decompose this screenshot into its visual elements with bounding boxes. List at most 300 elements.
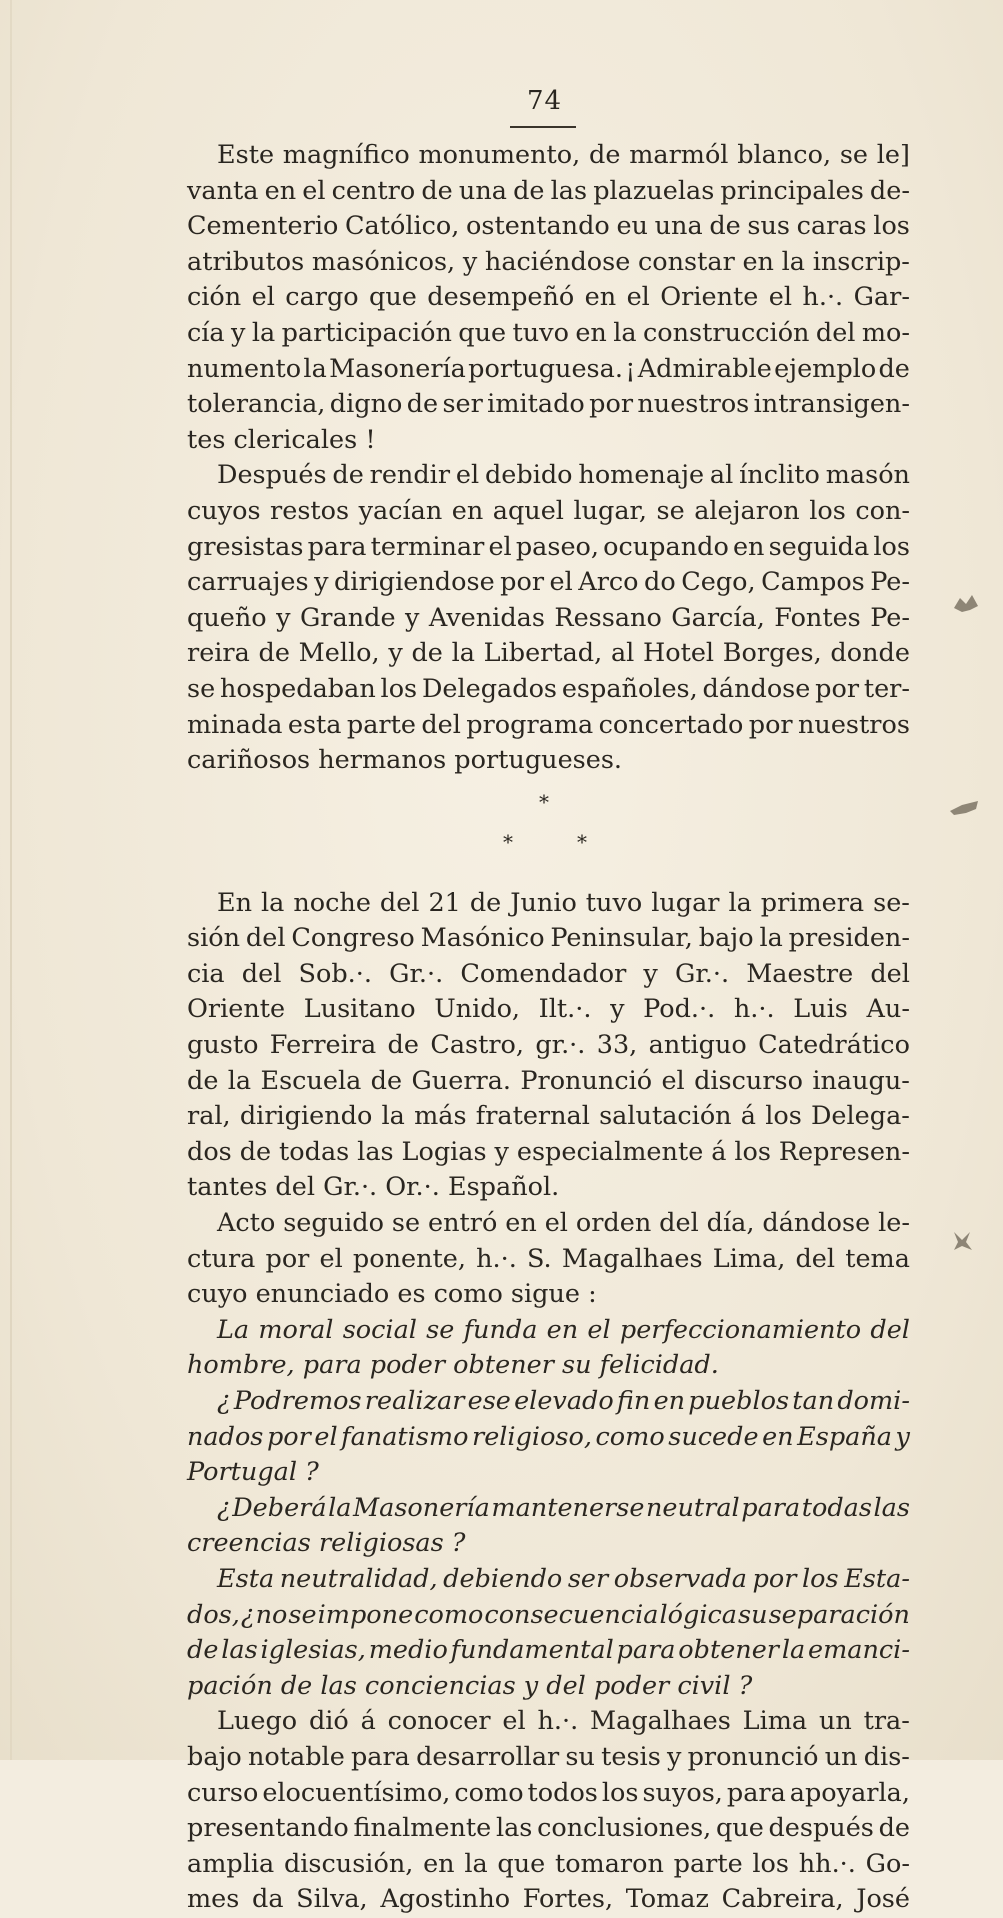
word: medio xyxy=(368,1635,448,1666)
word: cía xyxy=(187,317,225,348)
page-number: 74 xyxy=(527,86,563,116)
asterisk: * xyxy=(539,789,549,814)
word: se xyxy=(839,140,868,170)
word: funda xyxy=(463,1314,538,1345)
word: Podremos xyxy=(233,1386,362,1416)
text-line xyxy=(187,209,910,245)
word: lugar xyxy=(651,887,720,918)
text-line xyxy=(187,992,910,1028)
word: queño xyxy=(187,602,267,633)
text-line xyxy=(187,636,910,672)
word: vanta xyxy=(187,175,259,206)
word: Tomaz xyxy=(625,1884,709,1915)
word: S. xyxy=(527,1243,552,1274)
word: fanatismo xyxy=(341,1421,469,1452)
word: seguido xyxy=(283,1208,384,1239)
word: Libertad, xyxy=(483,638,603,669)
text-line xyxy=(187,1420,910,1456)
word: por xyxy=(748,709,793,740)
word: ción xyxy=(187,282,242,313)
text-line xyxy=(187,1633,910,1669)
word: Católico, xyxy=(345,211,460,242)
word: dos, xyxy=(187,1599,240,1630)
word: Mello, xyxy=(298,638,380,669)
word: las xyxy=(873,1492,910,1523)
word: tolerancia, xyxy=(187,389,326,420)
text-line xyxy=(187,1562,910,1598)
library-stamp-icon xyxy=(950,590,982,616)
word: antiguo xyxy=(648,1030,747,1061)
word: para xyxy=(307,531,367,562)
text-line xyxy=(187,1206,910,1242)
word: del xyxy=(870,958,910,989)
word: ese xyxy=(467,1386,511,1416)
word: que xyxy=(715,1813,764,1844)
word: minada xyxy=(187,709,283,740)
word: en xyxy=(742,246,774,277)
word: por xyxy=(589,389,634,420)
word: el xyxy=(314,1421,338,1452)
word: nuestros xyxy=(637,389,750,420)
word: como xyxy=(595,1421,665,1452)
text-line xyxy=(187,601,910,637)
word: una xyxy=(654,211,703,242)
word: fin xyxy=(616,1386,651,1416)
word: los xyxy=(734,1136,771,1167)
word: terminar xyxy=(370,531,485,562)
word: emanci- xyxy=(807,1635,910,1666)
word: masónicos, xyxy=(311,246,456,277)
word: del xyxy=(870,1314,910,1345)
word: de- xyxy=(869,175,910,206)
word: Avenidas xyxy=(428,602,545,633)
word: ral, xyxy=(187,1101,231,1132)
word: restos xyxy=(270,495,350,526)
text-line xyxy=(187,921,910,957)
word: que xyxy=(497,1848,546,1879)
text-line xyxy=(187,1776,910,1812)
word: pronunció xyxy=(687,1741,819,1772)
word: como xyxy=(414,1599,484,1630)
word: Esta xyxy=(217,1563,275,1594)
word: españoles, xyxy=(561,673,698,704)
word: como xyxy=(454,1777,524,1808)
asterisk: * xyxy=(577,829,587,854)
word: Junio xyxy=(510,887,577,918)
word: y xyxy=(666,1741,682,1772)
word: Oriente xyxy=(660,282,759,313)
text-line xyxy=(187,1847,910,1883)
word: apoyarla, xyxy=(789,1777,910,1808)
word: Pe- xyxy=(870,602,910,633)
word: neutralidad, xyxy=(279,1563,438,1594)
paragraph xyxy=(187,458,910,778)
text-line xyxy=(187,1740,910,1776)
word: homenaje xyxy=(578,460,705,491)
word: Cementerio xyxy=(187,211,339,242)
word: del xyxy=(659,1208,699,1239)
asterisk: * xyxy=(503,829,513,854)
word: día, xyxy=(706,1208,755,1239)
word: Cabreira, xyxy=(721,1884,844,1915)
word: religioso, xyxy=(472,1421,592,1452)
text-line: tes clericales ! xyxy=(187,424,376,455)
word: Después xyxy=(217,460,327,491)
word: el xyxy=(544,1208,568,1239)
word: Delegados xyxy=(421,673,558,704)
word: marmól xyxy=(629,140,729,170)
word: la xyxy=(759,923,783,954)
word: rendir xyxy=(369,460,451,491)
word: seguida xyxy=(768,531,870,562)
word: tuvo xyxy=(512,317,569,348)
word: mo- xyxy=(861,317,910,348)
word: Gr.·. xyxy=(389,958,444,989)
word: todas xyxy=(801,1492,872,1523)
word: entró xyxy=(428,1208,498,1239)
word: las xyxy=(221,1635,258,1666)
text-line xyxy=(187,387,910,423)
word: se xyxy=(426,1314,455,1345)
word: se xyxy=(187,673,216,704)
word: y xyxy=(314,567,329,598)
word: Ferreira xyxy=(269,1030,377,1061)
word: nuestros xyxy=(798,709,910,740)
text-line xyxy=(187,672,910,708)
word: inaugu- xyxy=(812,1065,910,1096)
word: la xyxy=(381,1101,405,1132)
word: todos xyxy=(527,1777,598,1808)
word: primera xyxy=(760,887,865,918)
word: debiendo xyxy=(443,1563,563,1594)
text-line xyxy=(187,245,910,281)
word: Au- xyxy=(866,994,910,1025)
word: atributos xyxy=(187,246,305,277)
word: le] xyxy=(876,140,910,170)
text-line xyxy=(187,1135,910,1171)
word: del xyxy=(815,317,856,348)
word: intransigen- xyxy=(753,389,910,420)
word: una xyxy=(458,175,507,206)
word: Campos xyxy=(761,567,865,598)
word: Delega- xyxy=(810,1101,910,1132)
word: obtener xyxy=(678,1635,779,1666)
word: para xyxy=(741,1492,801,1523)
word: neutral xyxy=(645,1492,740,1523)
page-edge xyxy=(10,0,12,1760)
word: pueblos xyxy=(688,1386,790,1416)
word: el xyxy=(626,282,650,313)
word: discusión, xyxy=(283,1848,414,1879)
word: Guerra. xyxy=(411,1065,512,1096)
word: Castro, xyxy=(430,1030,525,1061)
word: inscrip- xyxy=(812,246,910,277)
word: Catedrático xyxy=(758,1030,910,1061)
word: por xyxy=(815,673,860,704)
word: separación xyxy=(768,1599,910,1630)
word: blanco, xyxy=(737,140,832,170)
paragraph-italic xyxy=(187,1491,910,1562)
word: Gar- xyxy=(853,282,910,313)
word: bajo xyxy=(698,923,754,954)
word: á xyxy=(711,1136,727,1167)
word: La xyxy=(217,1314,250,1345)
word: Escuela xyxy=(260,1065,362,1096)
word: nados xyxy=(187,1421,264,1452)
word: Masonería xyxy=(329,353,466,384)
word: Arco xyxy=(578,567,639,598)
word: José xyxy=(856,1884,910,1915)
word: en xyxy=(732,531,765,562)
word: gr.·. xyxy=(535,1030,586,1061)
word: ponente, xyxy=(352,1243,466,1274)
word: moral xyxy=(258,1314,334,1345)
text-line xyxy=(187,1099,910,1135)
word: á xyxy=(740,1101,756,1132)
word: las xyxy=(495,1813,533,1844)
word: finalmente xyxy=(353,1813,492,1844)
word: y xyxy=(231,317,246,348)
section-asterism xyxy=(187,779,910,886)
word: Silva, xyxy=(296,1884,368,1915)
word: Magalhaes xyxy=(590,1706,731,1737)
word: fraternal xyxy=(475,1101,590,1132)
text-line xyxy=(187,957,910,993)
word: debido xyxy=(484,460,573,491)
text-line xyxy=(187,708,910,744)
word: ¿ xyxy=(217,1386,231,1416)
word: ¿ xyxy=(240,1599,255,1630)
word: y xyxy=(462,246,478,277)
word: el xyxy=(488,531,512,562)
word: la xyxy=(303,353,327,384)
word: y xyxy=(895,1421,910,1452)
word: le- xyxy=(878,1208,910,1239)
word: para xyxy=(616,1635,676,1666)
text-line xyxy=(187,1064,910,1100)
word: Ressano xyxy=(554,602,662,633)
word: Pod.·. xyxy=(643,994,716,1025)
paragraph xyxy=(187,886,910,1206)
word: de xyxy=(187,1065,219,1096)
word: Luego xyxy=(217,1706,298,1737)
word: social xyxy=(342,1314,417,1345)
library-stamp-icon xyxy=(946,1228,978,1254)
word: la xyxy=(251,317,276,348)
word: el xyxy=(768,282,793,313)
paragraph xyxy=(187,138,910,458)
word: los xyxy=(765,1101,802,1132)
word: Lima xyxy=(742,1706,808,1737)
word: Ilt.·. xyxy=(538,994,592,1025)
word: conocer xyxy=(387,1706,491,1737)
word: Magalhaes xyxy=(561,1243,703,1274)
word: dió xyxy=(308,1706,349,1737)
word: se xyxy=(288,1599,317,1630)
word: de xyxy=(709,211,741,242)
text-line xyxy=(187,1704,910,1740)
word: la xyxy=(261,887,285,918)
word: de xyxy=(878,1813,910,1844)
word: y xyxy=(388,638,403,669)
word: la xyxy=(227,1065,252,1096)
word: Masónico xyxy=(420,923,545,954)
word: en xyxy=(505,1208,537,1239)
word: el xyxy=(251,282,275,313)
word: y xyxy=(610,994,625,1025)
word: ser xyxy=(567,1563,609,1594)
word: En xyxy=(217,887,253,918)
word: imitado xyxy=(487,389,585,420)
word: el xyxy=(502,1706,526,1737)
word: por xyxy=(266,1421,311,1452)
word: concertado xyxy=(598,709,744,740)
word: del xyxy=(245,923,286,954)
word: Grande xyxy=(299,602,396,633)
word: Agostinho xyxy=(380,1884,511,1915)
word: y xyxy=(405,602,420,633)
word: en xyxy=(575,317,607,348)
word: da xyxy=(252,1884,284,1915)
word: sucede xyxy=(668,1421,759,1452)
word: y xyxy=(643,958,658,989)
word: desarrollar xyxy=(416,1741,560,1772)
word: dándose xyxy=(702,673,811,704)
word: observada xyxy=(613,1563,747,1594)
word: Maestre xyxy=(746,958,854,989)
word: cuyos xyxy=(187,495,261,526)
word: del xyxy=(795,1243,836,1274)
word: Fortes, xyxy=(522,1884,614,1915)
word: iglesias, xyxy=(260,1635,366,1666)
word: de xyxy=(469,887,502,918)
word: realizar xyxy=(364,1386,465,1416)
word: Go- xyxy=(865,1848,910,1879)
word: participación xyxy=(281,317,452,348)
text-line: hombre, para poder obtener su felicidad. xyxy=(187,1350,719,1381)
word: cia xyxy=(187,958,225,989)
word: de xyxy=(370,1065,403,1096)
word: los xyxy=(601,1777,639,1808)
text-line xyxy=(187,1028,910,1064)
word: 33, xyxy=(596,1030,638,1061)
word: alejaron xyxy=(694,495,800,526)
word: la xyxy=(613,317,637,348)
word: las xyxy=(550,175,588,206)
text-line xyxy=(187,138,910,174)
word: Deberá xyxy=(232,1492,327,1523)
word: Hotel xyxy=(643,638,715,669)
word: los xyxy=(809,495,846,526)
word: de xyxy=(411,638,443,669)
word: un xyxy=(818,1706,852,1737)
word: en xyxy=(546,1314,579,1345)
word: la xyxy=(464,1848,488,1879)
text-line xyxy=(187,316,910,352)
word: perfeccionamiento xyxy=(619,1314,862,1345)
word: do xyxy=(644,567,676,598)
word: que xyxy=(458,317,507,348)
word: dirigiendo xyxy=(239,1101,373,1132)
word: de xyxy=(387,1030,419,1061)
word: Oriente xyxy=(187,994,286,1025)
word: construcción xyxy=(642,317,810,348)
word: el xyxy=(549,567,573,598)
word: constar xyxy=(638,246,735,277)
text-line xyxy=(187,886,910,922)
word: más xyxy=(414,1101,467,1132)
word: conclusiones, xyxy=(537,1813,712,1844)
word: de xyxy=(406,389,439,420)
word: hospedaban xyxy=(219,673,376,704)
word: carruajes xyxy=(187,567,309,598)
word: elocuentísimo, xyxy=(262,1777,451,1808)
word: ter- xyxy=(863,673,910,704)
page-number-rule xyxy=(510,126,576,128)
text-line: cuyo enunciado es como sigue : xyxy=(187,1279,597,1310)
word: parte xyxy=(346,709,416,740)
word: presentando xyxy=(187,1813,349,1844)
word: la xyxy=(781,1635,806,1666)
text-line xyxy=(187,1811,910,1847)
word: en xyxy=(762,1421,794,1452)
text-line: Portugal ? xyxy=(187,1457,319,1488)
word: Masonería xyxy=(353,1492,490,1523)
word: un xyxy=(824,1741,858,1772)
word: Admirable xyxy=(637,353,772,384)
word: Pronunció xyxy=(520,1065,653,1096)
text-line: cariñosos hermanos portugueses. xyxy=(187,745,623,776)
word: eu xyxy=(616,211,648,242)
text-line xyxy=(187,458,910,494)
word: hh.·. xyxy=(798,1848,856,1879)
word: portuguesa. xyxy=(468,353,623,384)
word: ¿ xyxy=(217,1492,231,1523)
word: gusto xyxy=(187,1030,259,1061)
word: dos xyxy=(187,1136,232,1167)
text-line xyxy=(187,174,910,210)
word: reira xyxy=(187,638,250,669)
word: lógica xyxy=(659,1599,738,1630)
word: se xyxy=(656,495,685,526)
word: los xyxy=(752,1848,790,1879)
word: para xyxy=(350,1741,410,1772)
word: suyos, xyxy=(642,1777,723,1808)
word: fundamental xyxy=(450,1635,614,1666)
word: García, xyxy=(671,602,765,633)
word: mantenerse xyxy=(491,1492,645,1523)
word: los xyxy=(873,211,910,242)
text-line xyxy=(187,1313,910,1349)
word: el xyxy=(319,1243,343,1274)
word: tuvo xyxy=(585,887,643,918)
word: ctura xyxy=(187,1243,256,1274)
word: del xyxy=(379,887,420,918)
paragraph-italic xyxy=(187,1384,910,1491)
library-stamp-icon xyxy=(948,795,980,821)
word: la xyxy=(328,1492,352,1523)
text-line xyxy=(187,1882,910,1918)
text-line xyxy=(187,1242,910,1278)
word: se xyxy=(391,1208,421,1239)
word: del xyxy=(421,709,461,740)
word: Sob.·. xyxy=(298,958,372,989)
word: masón xyxy=(825,460,910,491)
text-line: tantes del Gr.·. Or.·. Español. xyxy=(187,1172,560,1203)
text-line xyxy=(187,1598,910,1634)
word: después xyxy=(768,1813,874,1844)
word: Gr.·. xyxy=(674,958,730,989)
